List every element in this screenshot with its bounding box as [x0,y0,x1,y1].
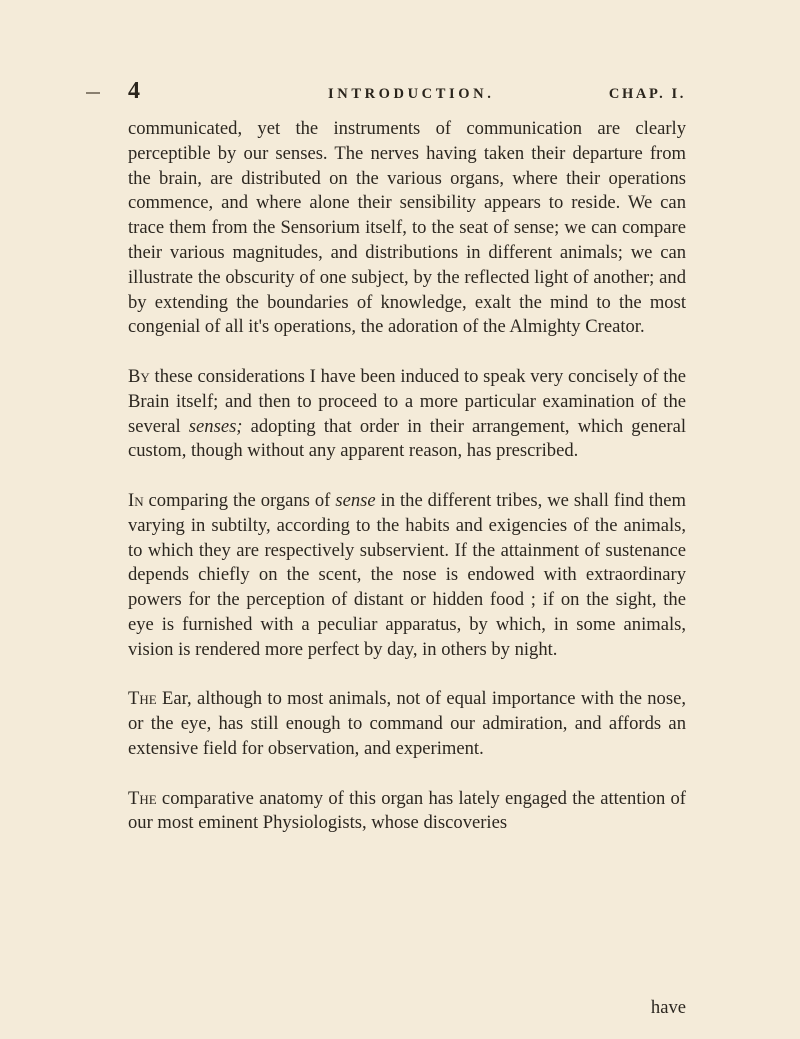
paragraph-4 [128,687,686,761]
catchword: have [650,997,686,1018]
paragraph-5-lead: The [128,787,157,809]
paragraph-2-lead: By [128,365,150,387]
body-text [128,117,686,836]
paragraph-4-text: Ear, although to most animals, not of equal importance with the nose, or the eye, has still enough to command our admiration, and affords an extensive field for observation, and experiment. [128,688,686,759]
paragraph-4-lead: The [128,688,157,710]
paragraph-5-text: comparative anatomy of this organ has lately engaged the attention of our most eminent Physiologists, whose discoveries [128,787,686,834]
paragraph-3-text-after: in the different tribes, we shall find them varying in subtilty, according to the habits and exigencies of the animals, to which they are respectively subservient. If the attainment of sustenance depends chiefly on the scent, the nose is endowed with extraordinary powers for the perception of distant or hidden food ; if on the sight, the eye is furnished with a peculiar apparatus, by which, in some animals, vision is rendered more perfect by day, in others by night. [128,489,686,660]
paragraph-5 [128,787,686,837]
chapter-label: CHAP. I. [608,86,686,102]
paragraph-2-text-after: adopting that order in their arrangement, which general custom, though without any apparent reason, has prescribed. [128,415,686,462]
paragraph-2-emphasis: senses; [188,415,243,437]
paragraph-3 [128,489,686,663]
running-title: INTRODUCTION. [328,86,495,102]
paragraph-3-emphasis: sense [335,489,376,511]
paragraph-3-text-before: comparing the organs of [143,489,336,511]
page-header [128,78,686,108]
paragraph-2-text-before: these considerations I have been induced to speak very concisely of the Brain itself; and then to proceed to a more particular examination of the several [128,365,686,437]
page-number: 4 [128,78,140,104]
paragraph-3-lead: In [128,489,144,511]
paragraph-1-text: communicated, yet the instruments of communication are clearly perceptible by our senses. The nerves having taken their departure from the brain, are distributed on the various organs, where their operations commence, and where alone their sensibility appears to reside. We can trace them from the Sensorium itself, to the seat of sense; we can compare their various magnitudes, and distributions in different animals; we can illustrate the obscurity of one subject, by the reflected light of another; and by extending the boundaries of knowledge, exalt the mind to the most congenial of all it's operations, the adoration of the Almighty Creator. [128,118,686,338]
paragraph-2 [128,365,686,464]
margin-mark [86,92,100,94]
paragraph-1 [128,117,686,340]
